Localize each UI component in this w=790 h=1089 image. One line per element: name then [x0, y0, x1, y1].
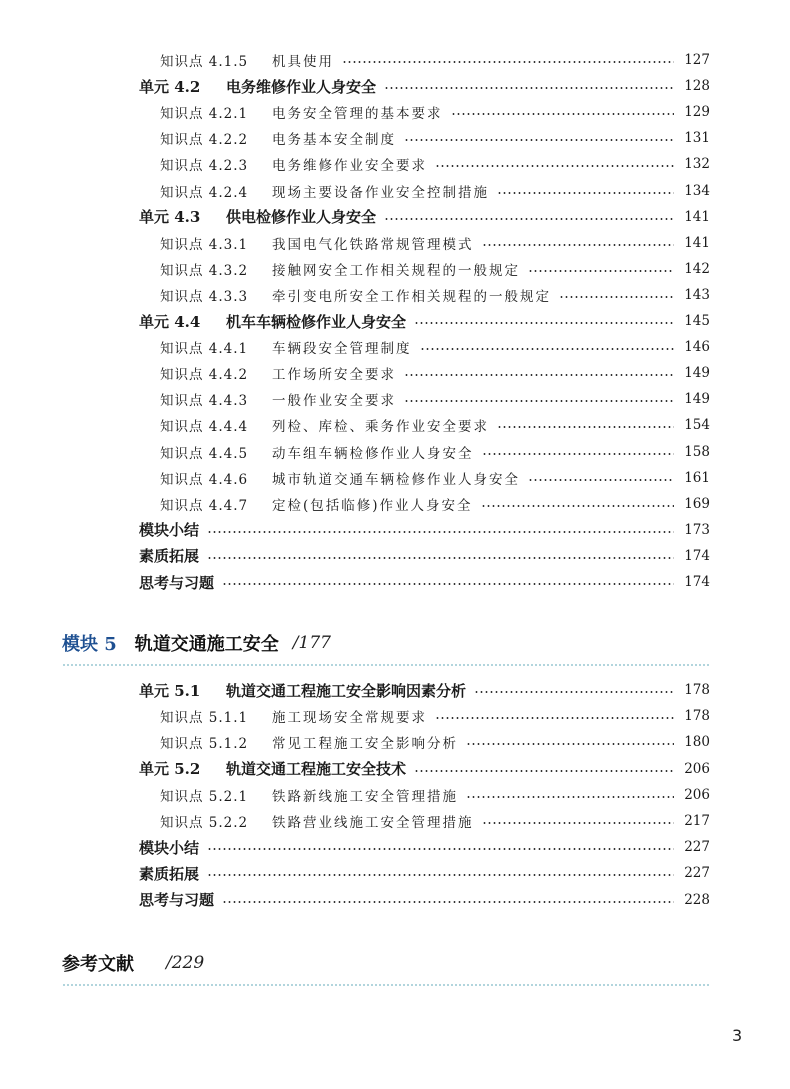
entry-number: 知识点 4.4.1	[160, 341, 249, 358]
dot-leader	[451, 113, 675, 115]
entry-page: 217	[684, 813, 710, 829]
entry-page: 142	[684, 260, 710, 277]
references-divider	[62, 984, 710, 986]
dot-leader	[482, 822, 675, 824]
entry-page: 134	[684, 182, 710, 199]
dot-leader	[414, 322, 674, 324]
entry-title: 素质拓展	[139, 864, 200, 883]
toc-entry-sec	[0, 543, 790, 569]
module-title: 轨道交通施工安全	[134, 634, 279, 655]
entry-number: 单元 5.2	[139, 760, 201, 779]
dot-leader	[482, 453, 675, 455]
entry-number: 单元 4.2	[139, 77, 201, 96]
entry-number: 知识点 4.4.5	[160, 445, 249, 462]
entry-title: 动车组车辆检修作业人身安全	[272, 445, 474, 462]
entry-page: 132	[684, 156, 710, 173]
toc-entry-kp	[0, 491, 790, 517]
entry-page: 169	[684, 495, 710, 512]
entry-title: 机车车辆检修作业人身安全	[226, 312, 407, 331]
entry-page: 228	[684, 891, 710, 908]
entry-number: 单元 4.3	[139, 208, 201, 227]
entry-page: 141	[684, 208, 710, 225]
toc-entry-kp	[0, 729, 790, 755]
entry-page: 178	[684, 682, 710, 698]
entry-title: 工作场所安全要求	[272, 367, 396, 384]
entry-page: 174	[684, 547, 710, 564]
dot-leader	[384, 87, 674, 89]
entry-page: 227	[684, 839, 710, 856]
entry-page: 173	[684, 521, 710, 538]
toc-entry-kp	[0, 412, 790, 438]
entry-number: 单元 5.1	[139, 681, 201, 700]
entry-number: 知识点 4.4.7	[160, 497, 249, 514]
toc-entry-unit	[0, 204, 790, 230]
toc-entry-kp	[0, 386, 790, 412]
entry-page: 154	[684, 417, 710, 434]
dot-leader	[207, 531, 674, 533]
module-page: /177	[292, 633, 331, 653]
entry-title: 思考与习题	[139, 573, 215, 592]
toc-entry-kp	[0, 360, 790, 386]
entry-page: 141	[684, 234, 710, 251]
dot-leader	[207, 874, 674, 876]
entry-number: 知识点 4.3.2	[160, 262, 249, 279]
module-number: 模块 5	[62, 634, 117, 655]
entry-number: 知识点 4.4.3	[160, 393, 249, 410]
entry-page: 206	[684, 760, 710, 777]
entry-title: 机具使用	[272, 54, 334, 70]
dot-leader	[466, 796, 674, 798]
entry-number: 知识点 5.1.2	[160, 736, 249, 753]
entry-number: 单元 4.4	[139, 312, 201, 331]
entry-title: 供电检修作业人身安全	[226, 208, 377, 227]
toc-entry-sec	[0, 860, 790, 886]
entry-title: 铁路新线施工安全管理措施	[272, 788, 458, 805]
dot-leader	[342, 61, 674, 63]
dot-leader	[414, 770, 674, 772]
entry-page: 146	[684, 339, 710, 356]
dot-leader	[528, 270, 674, 272]
entry-title: 常见工程施工安全影响分析	[272, 736, 458, 753]
toc-entry-sec	[0, 517, 790, 543]
module-heading	[62, 628, 331, 658]
entry-title: 接触网安全工作相关规程的一般规定	[272, 262, 520, 279]
dot-leader	[482, 244, 675, 246]
entry-title: 轨道交通工程施工安全影响因素分析	[226, 681, 467, 700]
entry-title: 电务基本安全制度	[272, 132, 396, 149]
toc-entry-kp	[0, 125, 790, 151]
entry-title: 铁路营业线施工安全管理措施	[272, 815, 474, 831]
entry-title: 车辆段安全管理制度	[272, 341, 412, 358]
entry-title: 模块小结	[139, 521, 200, 540]
entry-page: 127	[684, 52, 710, 68]
toc-entry-kp	[0, 230, 790, 256]
entry-number: 知识点 4.3.1	[160, 236, 249, 253]
module-divider	[62, 664, 710, 666]
dot-leader	[528, 479, 674, 481]
entry-title: 轨道交通工程施工安全技术	[226, 760, 407, 779]
dot-leader	[497, 426, 674, 428]
entry-title: 思考与习题	[139, 891, 215, 910]
entry-page: 129	[684, 104, 710, 121]
toc-entry-kp	[0, 256, 790, 282]
entry-number: 知识点 4.2.1	[160, 106, 249, 123]
entry-page: 128	[684, 78, 710, 95]
references-title: 参考文献	[62, 954, 134, 975]
dot-leader	[207, 557, 674, 559]
dot-leader	[497, 192, 674, 194]
dot-leader	[481, 505, 674, 507]
toc-entry-kp	[0, 334, 790, 360]
toc-entry-sec	[0, 569, 790, 595]
toc-entry-kp	[0, 47, 790, 73]
entry-title: 我国电气化铁路常规管理模式	[272, 236, 474, 253]
dot-leader	[474, 691, 674, 693]
entry-number: 知识点 5.2.1	[160, 788, 249, 805]
toc-entry-unit	[0, 73, 790, 99]
entry-title: 现场主要设备作业安全控制措施	[272, 184, 489, 201]
toc-entry-unit	[0, 677, 790, 703]
toc-entry-kp	[0, 282, 790, 308]
entry-page: 131	[684, 130, 710, 147]
entry-title: 施工现场安全常规要求	[272, 710, 427, 727]
entry-number: 知识点 4.2.4	[160, 184, 249, 201]
entry-page: 178	[684, 708, 710, 725]
entry-number: 知识点 4.4.6	[160, 471, 249, 488]
toc-entry-kp	[0, 808, 790, 834]
dot-leader	[404, 400, 674, 402]
dot-leader	[466, 743, 674, 745]
dot-leader	[404, 139, 674, 141]
dot-leader	[222, 583, 674, 585]
entry-page: 158	[684, 443, 710, 460]
entry-title: 定检(包括临修)作业人身安全	[272, 497, 473, 514]
entry-number: 知识点 4.1.5	[160, 54, 249, 70]
entry-page: 145	[684, 313, 710, 329]
entry-number: 知识点 4.3.3	[160, 288, 249, 305]
entry-title: 电务维修作业人身安全	[226, 77, 377, 96]
page-number: 3	[732, 1026, 743, 1045]
references-heading	[62, 948, 204, 978]
entry-title: 模块小结	[139, 838, 200, 857]
toc-entry-kp	[0, 178, 790, 204]
entry-page: 149	[684, 391, 710, 408]
entry-number: 知识点 4.4.4	[160, 419, 249, 436]
entry-title: 电务维修作业安全要求	[272, 158, 427, 175]
toc-entry-kp	[0, 703, 790, 729]
toc-entry-unit	[0, 756, 790, 782]
dot-leader	[420, 348, 675, 350]
entry-title: 城市轨道交通车辆检修作业人身安全	[272, 471, 520, 488]
entry-page: 149	[684, 365, 710, 382]
toc-entry-kp	[0, 782, 790, 808]
entry-page: 161	[684, 469, 710, 486]
entry-page: 206	[684, 786, 710, 803]
entry-number: 知识点 4.4.2	[160, 367, 249, 384]
toc-entry-kp	[0, 151, 790, 177]
dot-leader	[559, 296, 674, 298]
references-page: /229	[166, 953, 205, 973]
toc-entry-unit	[0, 308, 790, 334]
toc-entry-kp	[0, 99, 790, 125]
entry-number: 知识点 4.2.3	[160, 158, 249, 175]
entry-title: 一般作业安全要求	[272, 393, 396, 410]
entry-page: 174	[684, 574, 710, 590]
entry-number: 知识点 4.2.2	[160, 132, 249, 149]
entry-title: 牵引变电所安全工作相关规程的一般规定	[272, 288, 551, 305]
dot-leader	[384, 218, 674, 220]
dot-leader	[435, 165, 674, 167]
entry-page: 143	[684, 286, 710, 303]
toc-entry-sec	[0, 887, 790, 913]
entry-title: 电务安全管理的基本要求	[272, 106, 443, 123]
entry-title: 列检、库检、乘务作业安全要求	[272, 419, 489, 436]
toc-entry-kp	[0, 465, 790, 491]
toc-entry-sec	[0, 834, 790, 860]
entry-page: 180	[684, 734, 710, 751]
dot-leader	[435, 717, 674, 719]
entry-page: 227	[684, 865, 710, 882]
dot-leader	[222, 901, 674, 903]
entry-number: 知识点 5.1.1	[160, 710, 249, 727]
entry-title: 素质拓展	[139, 547, 200, 566]
dot-leader	[404, 374, 674, 376]
dot-leader	[207, 848, 674, 850]
toc-entry-kp	[0, 439, 790, 465]
entry-number: 知识点 5.2.2	[160, 815, 249, 831]
